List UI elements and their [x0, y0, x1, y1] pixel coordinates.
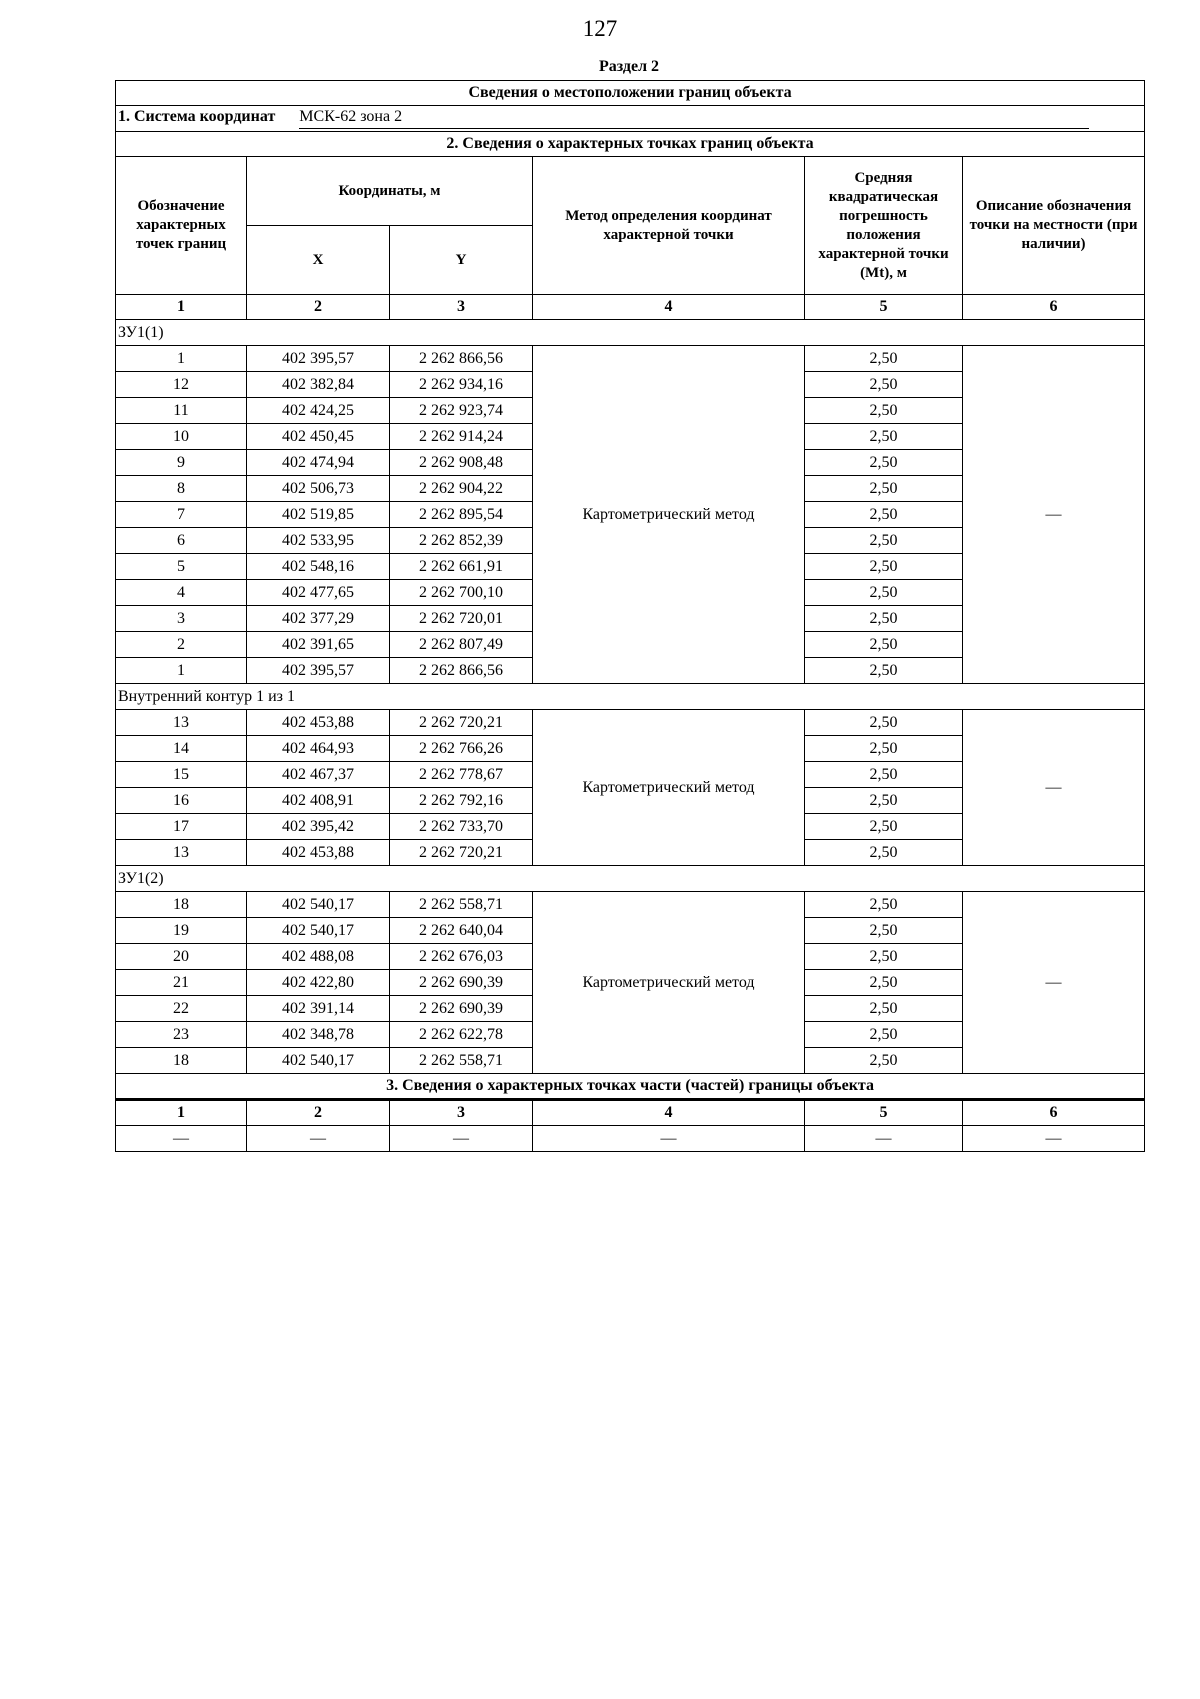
- coordinate-y: 2 262 914,24: [390, 424, 533, 450]
- coordinate-y: 2 262 676,03: [390, 944, 533, 970]
- column-number: 4: [533, 295, 805, 320]
- table-row: [116, 710, 1145, 736]
- description-cell: —: [963, 346, 1145, 684]
- table-row: [116, 346, 1145, 372]
- point-number: 23: [116, 1022, 247, 1048]
- part-cell: —: [533, 1126, 805, 1152]
- coordinate-y: 2 262 690,39: [390, 970, 533, 996]
- coordinate-x: 402 519,85: [247, 502, 390, 528]
- point-number: 5: [116, 554, 247, 580]
- mean-error: 2,50: [805, 424, 963, 450]
- coordinate-y: 2 262 720,21: [390, 710, 533, 736]
- point-number: 11: [116, 398, 247, 424]
- mean-error: 2,50: [805, 450, 963, 476]
- coordinate-y: 2 262 866,56: [390, 658, 533, 684]
- mean-error: 2,50: [805, 476, 963, 502]
- coordinate-y: 2 262 640,04: [390, 918, 533, 944]
- column-numbers-row: [116, 295, 1145, 320]
- coordinate-y: 2 262 792,16: [390, 788, 533, 814]
- coordinate-x: 402 464,93: [247, 736, 390, 762]
- column-number: 2: [247, 1100, 390, 1126]
- header-coordinates: Координаты, м: [247, 157, 533, 226]
- column-number: 1: [116, 1100, 247, 1126]
- coordinate-y: 2 262 733,70: [390, 814, 533, 840]
- group-name: ЗУ1(2): [116, 866, 1145, 892]
- coordinate-y: 2 262 923,74: [390, 398, 533, 424]
- coordinate-x: 402 506,73: [247, 476, 390, 502]
- coordinate-x: 402 377,29: [247, 606, 390, 632]
- coordinate-x: 402 391,65: [247, 632, 390, 658]
- header-x: X: [247, 226, 390, 295]
- mean-error: 2,50: [805, 502, 963, 528]
- group-name: Внутренний контур 1 из 1: [116, 684, 1145, 710]
- point-number: 22: [116, 996, 247, 1022]
- column-numbers-row: [116, 1100, 1145, 1126]
- subsection2-title: 2. Сведения о характерных точках границ объекта: [116, 132, 1145, 157]
- header-method: Метод определения координат характерной точки: [533, 157, 805, 295]
- column-number: 4: [533, 1100, 805, 1126]
- coordinate-x: 402 450,45: [247, 424, 390, 450]
- section-title: Раздел 2: [598, 58, 660, 75]
- coordinate-y: 2 262 766,26: [390, 736, 533, 762]
- mean-error: 2,50: [805, 346, 963, 372]
- mean-error: 2,50: [805, 736, 963, 762]
- description-cell: —: [963, 892, 1145, 1074]
- coordinate-y: 2 262 622,78: [390, 1022, 533, 1048]
- point-number: 13: [116, 840, 247, 866]
- coordinate-x: 402 391,14: [247, 996, 390, 1022]
- mean-error: 2,50: [805, 710, 963, 736]
- coordinate-x: 402 348,78: [247, 1022, 390, 1048]
- point-number: 2: [116, 632, 247, 658]
- mean-error: 2,50: [805, 658, 963, 684]
- part-cell: —: [963, 1126, 1145, 1152]
- point-number: 14: [116, 736, 247, 762]
- part-cell: —: [247, 1126, 390, 1152]
- column-number: 6: [963, 1100, 1145, 1126]
- column-number: 5: [805, 1100, 963, 1126]
- header-y: Y: [390, 226, 533, 295]
- coordinate-x: 402 533,95: [247, 528, 390, 554]
- mean-error: 2,50: [805, 788, 963, 814]
- coordinate-y: 2 262 866,56: [390, 346, 533, 372]
- point-number: 20: [116, 944, 247, 970]
- mean-error: 2,50: [805, 1022, 963, 1048]
- coordinate-x: 402 488,08: [247, 944, 390, 970]
- part-cell: —: [116, 1126, 247, 1152]
- mean-error: 2,50: [805, 632, 963, 658]
- header-point-designation: Обозначение характерных точек границ: [116, 157, 247, 295]
- coordinate-x: 402 477,65: [247, 580, 390, 606]
- subsection3-row: [116, 1074, 1145, 1100]
- coordinate-x: 402 540,17: [247, 1048, 390, 1074]
- point-number: 1: [116, 346, 247, 372]
- coordinate-x: 402 422,80: [247, 970, 390, 996]
- coordinate-x: 402 453,88: [247, 710, 390, 736]
- coordinate-y: 2 262 690,39: [390, 996, 533, 1022]
- method-cell: Картометрический метод: [533, 892, 805, 1074]
- column-number: 1: [116, 295, 247, 320]
- column-number: 5: [805, 295, 963, 320]
- page-number: 127: [582, 16, 618, 41]
- coordinate-x: 402 540,17: [247, 892, 390, 918]
- mean-error: 2,50: [805, 528, 963, 554]
- point-number: 6: [116, 528, 247, 554]
- mean-error: 2,50: [805, 1048, 963, 1074]
- mean-error: 2,50: [805, 918, 963, 944]
- mean-error: 2,50: [805, 970, 963, 996]
- mean-error: 2,50: [805, 606, 963, 632]
- point-number: 3: [116, 606, 247, 632]
- coordinate-x: 402 395,42: [247, 814, 390, 840]
- point-number: 12: [116, 372, 247, 398]
- point-number: 15: [116, 762, 247, 788]
- point-number: 4: [116, 580, 247, 606]
- coordinate-x: 402 548,16: [247, 554, 390, 580]
- coordinate-x: 402 540,17: [247, 918, 390, 944]
- point-number: 21: [116, 970, 247, 996]
- coordinate-y: 2 262 934,16: [390, 372, 533, 398]
- coordinate-y: 2 262 895,54: [390, 502, 533, 528]
- mean-error: 2,50: [805, 944, 963, 970]
- coordinate-y: 2 262 852,39: [390, 528, 533, 554]
- part-cell: —: [805, 1126, 963, 1152]
- header-mean-error: Средняя квадратическая погрешность положения характерной точки (Mt), м: [805, 157, 963, 295]
- mean-error: 2,50: [805, 892, 963, 918]
- column-number: 3: [390, 295, 533, 320]
- point-number: 18: [116, 892, 247, 918]
- point-number: 10: [116, 424, 247, 450]
- coordinate-x: 402 395,57: [247, 658, 390, 684]
- point-number: 18: [116, 1048, 247, 1074]
- mean-error: 2,50: [805, 372, 963, 398]
- header-description: Описание обозначения точки на местности (при наличии): [963, 157, 1145, 295]
- coordinate-y: 2 262 720,01: [390, 606, 533, 632]
- coordinate-y: 2 262 904,22: [390, 476, 533, 502]
- point-number: 1: [116, 658, 247, 684]
- table-title: Сведения о местоположении границ объекта: [116, 81, 1145, 106]
- column-number: 2: [247, 295, 390, 320]
- part-row: [116, 1126, 1145, 1152]
- mean-error: 2,50: [805, 398, 963, 424]
- coordinate-x: 402 453,88: [247, 840, 390, 866]
- coordinate-y: 2 262 720,21: [390, 840, 533, 866]
- coordinate-y: 2 262 700,10: [390, 580, 533, 606]
- group-header-row: [116, 320, 1145, 346]
- mean-error: 2,50: [805, 840, 963, 866]
- part-cell: —: [390, 1126, 533, 1152]
- point-number: 16: [116, 788, 247, 814]
- coordinate-system-label: 1. Система координат: [118, 108, 276, 125]
- coordinate-x: 402 424,25: [247, 398, 390, 424]
- description-cell: —: [963, 710, 1145, 866]
- method-cell: Картометрический метод: [533, 710, 805, 866]
- table-row: [116, 892, 1145, 918]
- coordinate-y: 2 262 807,49: [390, 632, 533, 658]
- mean-error: 2,50: [805, 762, 963, 788]
- group-header-row: [116, 866, 1145, 892]
- coordinate-system-value: МСК-62 зона 2: [299, 108, 1089, 129]
- coordinate-system-row: [116, 106, 1145, 132]
- mean-error: 2,50: [805, 554, 963, 580]
- coordinate-y: 2 262 778,67: [390, 762, 533, 788]
- coordinate-y: 2 262 908,48: [390, 450, 533, 476]
- column-number: 3: [390, 1100, 533, 1126]
- point-number: 19: [116, 918, 247, 944]
- point-number: 17: [116, 814, 247, 840]
- point-number: 8: [116, 476, 247, 502]
- mean-error: 2,50: [805, 996, 963, 1022]
- column-number: 6: [963, 295, 1145, 320]
- group-name: ЗУ1(1): [116, 320, 1145, 346]
- coordinate-x: 402 467,37: [247, 762, 390, 788]
- method-cell: Картометрический метод: [533, 346, 805, 684]
- coordinate-y: 2 262 558,71: [390, 892, 533, 918]
- coordinate-x: 402 382,84: [247, 372, 390, 398]
- subsection3-title: 3. Сведения о характерных точках части (частей) границы объекта: [116, 1074, 1145, 1100]
- group-header-row: [116, 684, 1145, 710]
- mean-error: 2,50: [805, 814, 963, 840]
- point-number: 9: [116, 450, 247, 476]
- point-number: 13: [116, 710, 247, 736]
- point-number: 7: [116, 502, 247, 528]
- coordinate-y: 2 262 661,91: [390, 554, 533, 580]
- coordinate-x: 402 474,94: [247, 450, 390, 476]
- coordinate-y: 2 262 558,71: [390, 1048, 533, 1074]
- boundary-table: [115, 80, 1145, 1152]
- coordinate-x: 402 408,91: [247, 788, 390, 814]
- mean-error: 2,50: [805, 580, 963, 606]
- coordinate-x: 402 395,57: [247, 346, 390, 372]
